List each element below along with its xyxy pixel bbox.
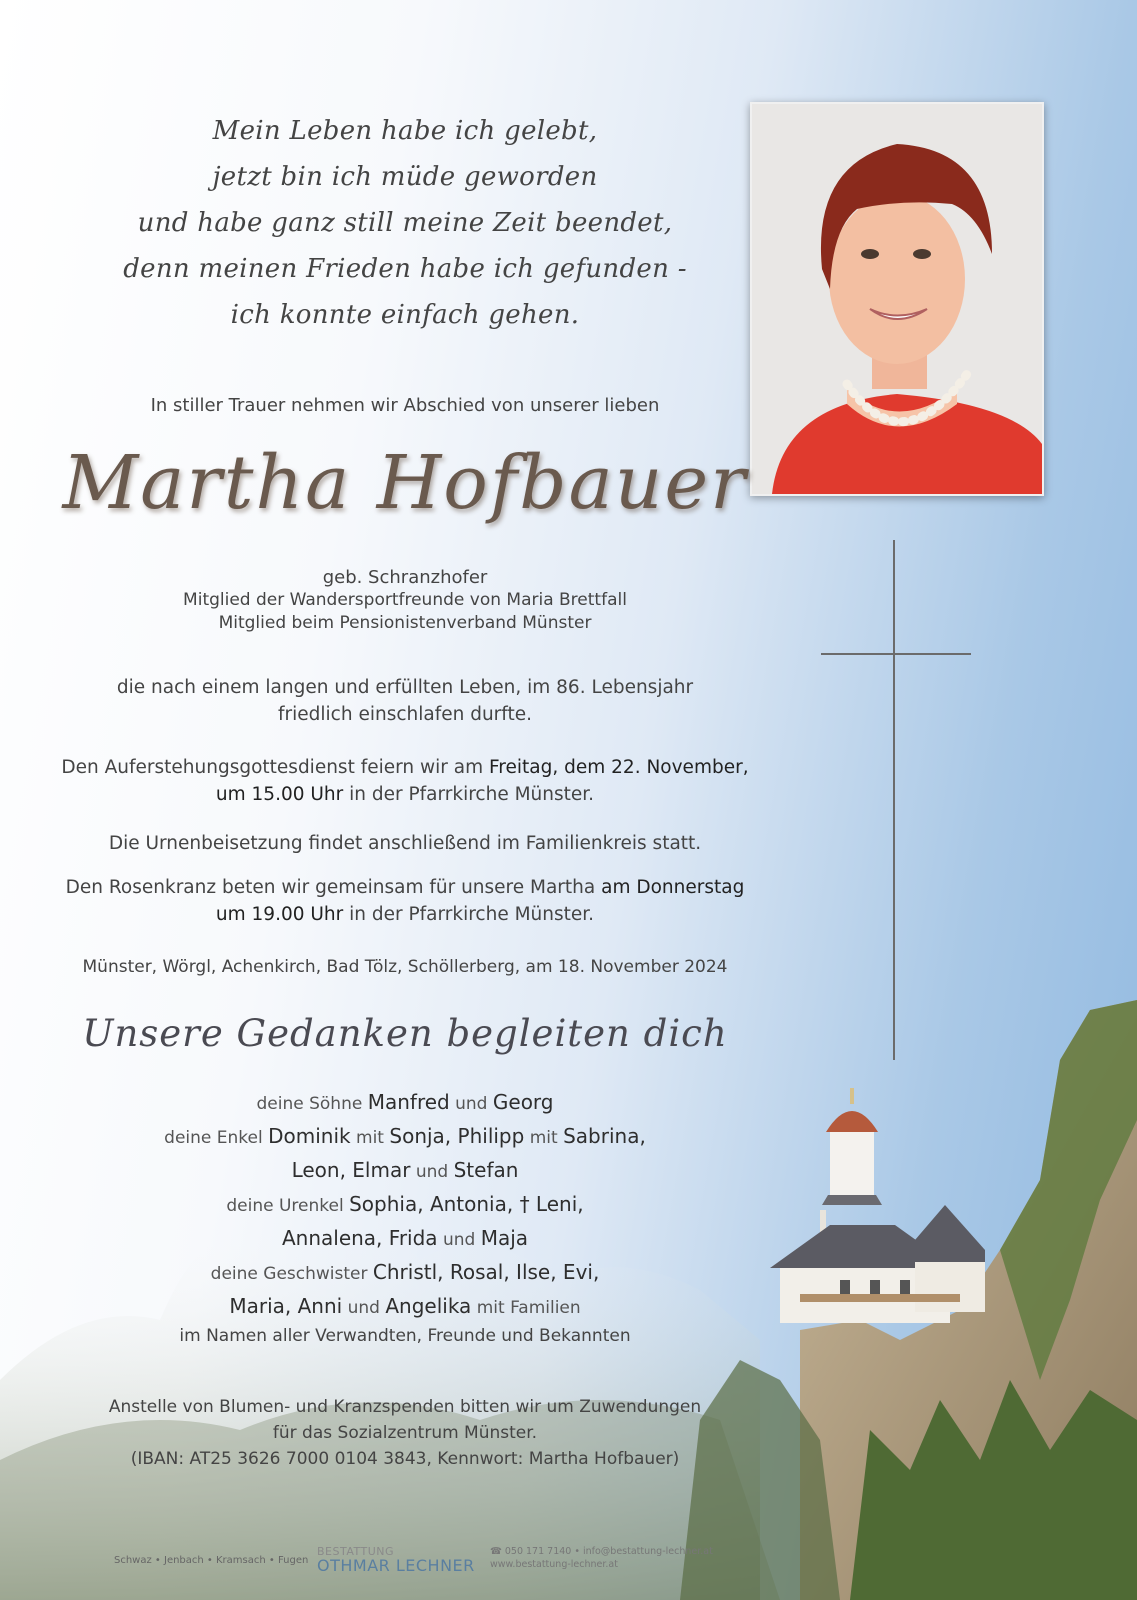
rosary-text-a: Den Rosenkranz beten wir gemeinsam für unsere Martha bbox=[65, 877, 602, 898]
footer-contact bbox=[490, 1545, 713, 1571]
family-names: Manfred bbox=[367, 1090, 450, 1114]
family-names: Sonja, Philipp bbox=[389, 1124, 525, 1148]
rosary-text bbox=[60, 874, 750, 928]
donation-line: Anstelle von Blumen- und Kranzspenden bitten wir um Zuwendungen bbox=[108, 1397, 702, 1417]
family-line bbox=[60, 1086, 750, 1120]
family-names: Angelika bbox=[385, 1294, 472, 1318]
service-line bbox=[60, 754, 750, 781]
family-names: Maja bbox=[480, 1226, 529, 1250]
poem-line: und habe ganz still meine Zeit beendet, bbox=[137, 208, 673, 238]
service-text bbox=[60, 754, 750, 808]
place-date: Münster, Wörgl, Achenkirch, Bad Tölz, Schöllerberg, am 18. November 2024 bbox=[82, 957, 728, 977]
poem-line: jetzt bin ich müde geworden bbox=[212, 162, 598, 192]
family-label: und bbox=[342, 1298, 386, 1318]
poem-line: Mein Leben habe ich gelebt, bbox=[212, 116, 598, 146]
poem-line: ich konnte einfach gehen. bbox=[230, 300, 580, 330]
family-names: Georg bbox=[492, 1090, 554, 1114]
membership-line: Mitglied beim Pensionistenverband Münster bbox=[218, 613, 592, 633]
footer-brand-top: BESTATTUNG bbox=[317, 1545, 395, 1558]
subtitle bbox=[60, 566, 750, 635]
donation-iban: (IBAN: AT25 3626 7000 0104 3843, Kennwort: Martha Hofbauer) bbox=[130, 1449, 680, 1469]
urn-text: Die Urnenbeisetzung findet anschließend im Familienkreis statt. bbox=[108, 833, 702, 854]
service-text-a: Den Auferstehungsgottesdienst feiern wir am bbox=[61, 757, 490, 778]
footer-locations: Schwaz • Jenbach • Kramsach • Fugen bbox=[114, 1555, 309, 1566]
service-line bbox=[60, 781, 750, 808]
rosary-day: am Donnerstag bbox=[601, 877, 745, 898]
footer-web[interactable]: www.bestattung-lechner.at bbox=[490, 1559, 618, 1570]
portrait-photo bbox=[750, 102, 1044, 496]
service-text-d: in der Pfarrkirche Münster. bbox=[343, 784, 595, 805]
service-date: Freitag, dem 22. November, bbox=[489, 757, 749, 778]
life-text-line: die nach einem langen und erfüllten Leben, im 86. Lebensjahr bbox=[116, 677, 694, 698]
family-names: Christl, Rosal, Ilse, Evi, bbox=[372, 1260, 600, 1284]
rosary-text-d: in der Pfarrkirche Münster. bbox=[343, 904, 595, 925]
family-line bbox=[60, 1256, 750, 1290]
family-label: mit Familien bbox=[471, 1298, 581, 1318]
donation-line: für das Sozialzentrum Münster. bbox=[272, 1423, 538, 1443]
cross-icon-bar bbox=[821, 653, 971, 655]
family-line bbox=[60, 1188, 750, 1222]
footer-phone: ☎ 050 171 7140 • info@bestattung-lechner.at bbox=[490, 1546, 713, 1557]
family-label: mit bbox=[524, 1128, 564, 1148]
family-line bbox=[60, 1154, 750, 1188]
cross-icon bbox=[893, 540, 895, 1060]
family-names: Stefan bbox=[453, 1158, 519, 1182]
family-list bbox=[60, 1086, 750, 1324]
rosary-line bbox=[60, 901, 750, 928]
family-label: deine Geschwister bbox=[210, 1264, 373, 1284]
footer-brand: OTHMAR LECHNER bbox=[317, 1556, 475, 1575]
footer bbox=[110, 1545, 750, 1575]
poem bbox=[60, 108, 750, 338]
family-label: mit bbox=[350, 1128, 390, 1148]
rosary-line bbox=[60, 874, 750, 901]
membership-line: Mitglied der Wandersportfreunde von Maria Brettfall bbox=[183, 590, 627, 610]
family-label: deine Enkel bbox=[164, 1128, 269, 1148]
intro-text: In stiller Trauer nehmen wir Abschied von unserer lieben bbox=[150, 395, 660, 416]
thoughts-heading: Unsere Gedanken begleiten dich bbox=[82, 1012, 728, 1055]
family-names: Maria, Anni bbox=[229, 1294, 343, 1318]
rosary-time: um 19.00 Uhr bbox=[215, 904, 344, 925]
service-time: um 15.00 Uhr bbox=[215, 784, 344, 805]
relatives-text: im Namen aller Verwandten, Freunde und Bekannten bbox=[179, 1326, 631, 1346]
family-label: deine Urenkel bbox=[226, 1196, 350, 1216]
family-names: Dominik bbox=[268, 1124, 351, 1148]
life-text-line: friedlich einschlafen durfte. bbox=[278, 704, 532, 725]
family-label: und bbox=[437, 1230, 481, 1250]
family-names: Sophia, Antonia, † Leni, bbox=[349, 1192, 584, 1216]
birth-name: geb. Schranzhofer bbox=[322, 567, 488, 588]
family-label: deine Söhne bbox=[256, 1094, 368, 1114]
family-names: Leon, Elmar bbox=[291, 1158, 411, 1182]
life-text bbox=[60, 674, 750, 728]
family-line bbox=[60, 1290, 750, 1324]
poem-line: denn meinen Frieden habe ich gefunden - bbox=[123, 254, 687, 284]
portrait-image bbox=[752, 104, 1042, 494]
family-label: und bbox=[410, 1162, 454, 1182]
deceased-name: Martha Hofbauer bbox=[62, 440, 748, 526]
family-names: Annalena, Frida bbox=[281, 1226, 438, 1250]
family-line bbox=[60, 1222, 750, 1256]
family-names: Sabrina, bbox=[563, 1124, 646, 1148]
donation-text bbox=[60, 1394, 750, 1472]
family-label: und bbox=[449, 1094, 493, 1114]
family-line bbox=[60, 1120, 750, 1154]
